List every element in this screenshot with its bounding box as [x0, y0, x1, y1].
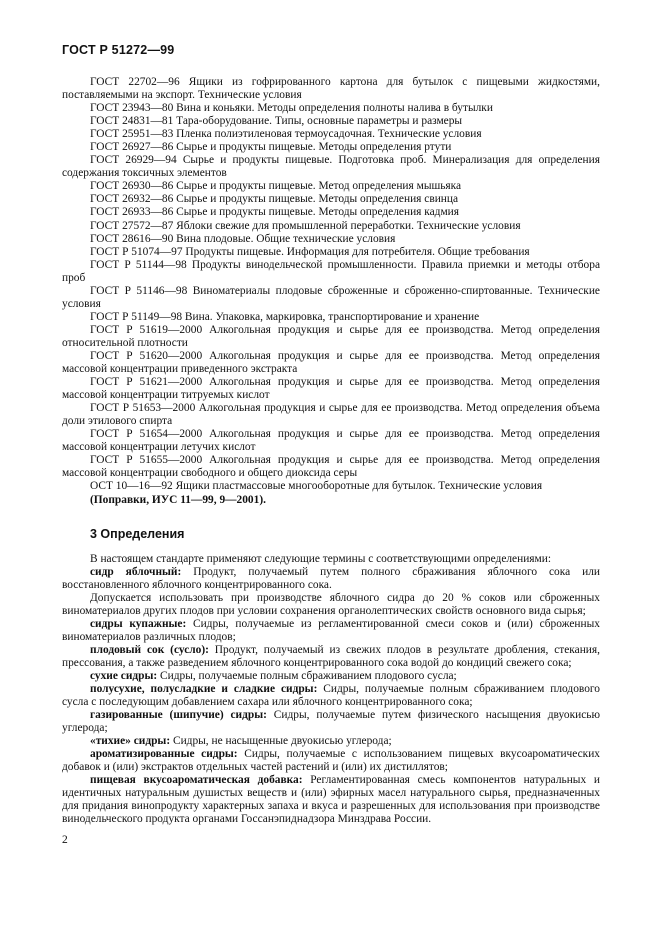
page-content: [62, 76, 600, 827]
reference-item: ОСТ 10—16—92 Ящики пластмассовые многооборотные для бутылок. Технические условия: [90, 480, 543, 493]
reference-item: ГОСТ 26933—86 Сырье и продукты пищевые. Методы определения кадмия: [90, 206, 460, 219]
definition-item: [62, 683, 600, 709]
reference-item: ГОСТ Р 51655—2000 Алкогольная продукция и сырье для ее производства. Метод определения массовой концентрации свободного и общего диоксида серы: [62, 454, 600, 480]
section-title: 3 Определения: [90, 526, 185, 541]
reference-item: ГОСТ 25951—83 Пленка полиэтиленовая термоусадочная. Технические условия: [90, 128, 482, 141]
reference-item: ГОСТ Р 51620—2000 Алкогольная продукция и сырье для ее производства. Метод определения массовой концентрации приведенного экстракта: [62, 349, 600, 376]
reference-item: ГОСТ Р 51146—98 Виноматериалы плодовые сброженные и сброженно-спиртованные. Технические условия: [62, 284, 600, 310]
reference-item: ГОСТ 28616—90 Вина плодовые. Общие технические условия: [90, 232, 396, 245]
definitions-section: [62, 553, 600, 827]
definition-term: плодовый сок (сусло):: [90, 643, 209, 656]
definition-item: [62, 709, 600, 735]
definition-text: Продукт, получаемый из свежих плодов в результате дробления, стекания, прессования, а также разведением яблочного концентрированного сока водой до кондиций свежего сока;: [62, 643, 600, 669]
reference-item: ГОСТ 23943—80 Вина и коньяки. Методы определения полноты налива в бутылки: [90, 102, 493, 115]
definition-text: Продукт, получаемый путем полного сбраживания яблочного сока или восстановленного яблочного концентрированного сока.: [62, 565, 600, 591]
reference-item: ГОСТ Р 51144—98 Продукты винодельческой промышленности. Правила приемки и методы отбора проб: [62, 258, 600, 284]
definition-text: Сидры, не насыщенные двуокисью углерода;: [170, 735, 392, 748]
definition-text: Регламентированная смесь компонентов натуральных и идентичных натуральным душистых веществ и (или) эфирных масел натурального сырья, предназначенных для придания винопродукту характерных запаха и вкуса и разрешенных для использования при производстве винодельческого продукта органами Госсанэпиднадзора Минздрава России.: [62, 774, 600, 826]
references-list: [62, 76, 600, 507]
section-intro: В настоящем стандарте применяют следующие термины с соответствующими определениями:: [90, 552, 552, 565]
page-number: 2: [62, 834, 68, 846]
reference-item: ГОСТ Р 51619—2000 Алкогольная продукция и сырье для ее производства. Метод определения относительной плотности: [62, 323, 600, 349]
definition-term: полусухие, полусладкие и сладкие сидры:: [90, 683, 318, 696]
definition-item: [62, 644, 600, 670]
reference-item: ГОСТ Р 51653—2000 Алкогольная продукция и сырье для ее производства. Метод определения объема доли этилового спирта: [62, 402, 600, 428]
definition-text: Сидры, получаемые из регламентированной смеси соков и (или) сброженных виноматериалов различных плодов;: [62, 617, 600, 643]
reference-item: ГОСТ 26929—94 Сырье и продукты пищевые. Подготовка проб. Минерализация для определения содержания токсичных элементов: [62, 154, 600, 180]
reference-item: ГОСТ Р 51621—2000 Алкогольная продукция и сырье для ее производства. Метод определения массовой концентрации титруемых кислот: [62, 376, 600, 402]
definition-text: Сидры, получаемые с использованием пищевых вкусоароматических добавок и (или) экстрактов отдельных частей растений и (или) их дистиллятов;: [62, 748, 600, 774]
definition-item: [62, 618, 600, 644]
reference-item: ГОСТ 26932—86 Сырье и продукты пищевые. Методы определения свинца: [90, 193, 459, 206]
reference-item: ГОСТ Р 51074—97 Продукты пищевые. Информация для потребителя. Общие требования: [90, 245, 530, 258]
definition-item: [62, 774, 600, 826]
definition-text: Допускается использовать при производстве яблочного сидра до 20 % соков или сброженных виноматериалов других плодов при условии сохранения органолептических свойств основного вида сырья;: [62, 591, 600, 617]
definition-text: Сидры, получаемые полным сбраживанием плодового сусла;: [157, 669, 457, 682]
reference-item: ГОСТ 27572—87 Яблоки свежие для промышленной переработки. Технические условия: [90, 219, 521, 232]
reference-item: ГОСТ Р 51654—2000 Алкогольная продукция и сырье для ее производства. Метод определения массовой концентрации летучих кислот: [62, 428, 600, 454]
reference-item: ГОСТ 26930—86 Сырье и продукты пищевые. Метод определения мышьяка: [90, 180, 462, 193]
definition-item: [62, 748, 600, 774]
definition-item: [62, 670, 600, 683]
definition-item: [62, 566, 600, 592]
reference-item: ГОСТ Р 51149—98 Вина. Упаковка, маркировка, транспортирование и хранение: [90, 310, 480, 323]
definition-term: пищевая вкусоароматическая добавка:: [90, 774, 303, 787]
definition-term: сидр яблочный:: [90, 565, 182, 578]
definition-term: сидры купажные:: [90, 617, 187, 630]
amendment-note: (Поправки, ИУС 11—99, 9—2001).: [90, 493, 266, 506]
definition-term: «тихие» сидры:: [90, 735, 171, 748]
definition-term: сухие сидры:: [90, 669, 158, 682]
page-header: ГОСТ Р 51272—99: [62, 43, 175, 57]
definition-item: [62, 735, 600, 748]
definition-text: Сидры, получаемые полным сбраживанием плодового сусла с последующим добавлением сахара или яблочного концентрированного сока;: [62, 683, 600, 709]
reference-item: ГОСТ 26927—86 Сырье и продукты пищевые. Методы определения ртути: [90, 141, 452, 154]
reference-item: ГОСТ 24831—81 Тара-оборудование. Типы, основные параметры и размеры: [90, 115, 463, 128]
reference-item: ГОСТ 22702—96 Ящики из гофрированного картона для бутылок с пищевыми жидкостями, поставляемыми на экспорт. Технические условия: [62, 76, 600, 102]
definition-item: [62, 592, 600, 618]
definition-text: Сидры, получаемые путем физического насыщения двуокисью углерода;: [62, 709, 600, 735]
definition-term: газированные (шипучие) сидры:: [90, 709, 267, 722]
definition-term: ароматизированные сидры:: [90, 748, 238, 761]
